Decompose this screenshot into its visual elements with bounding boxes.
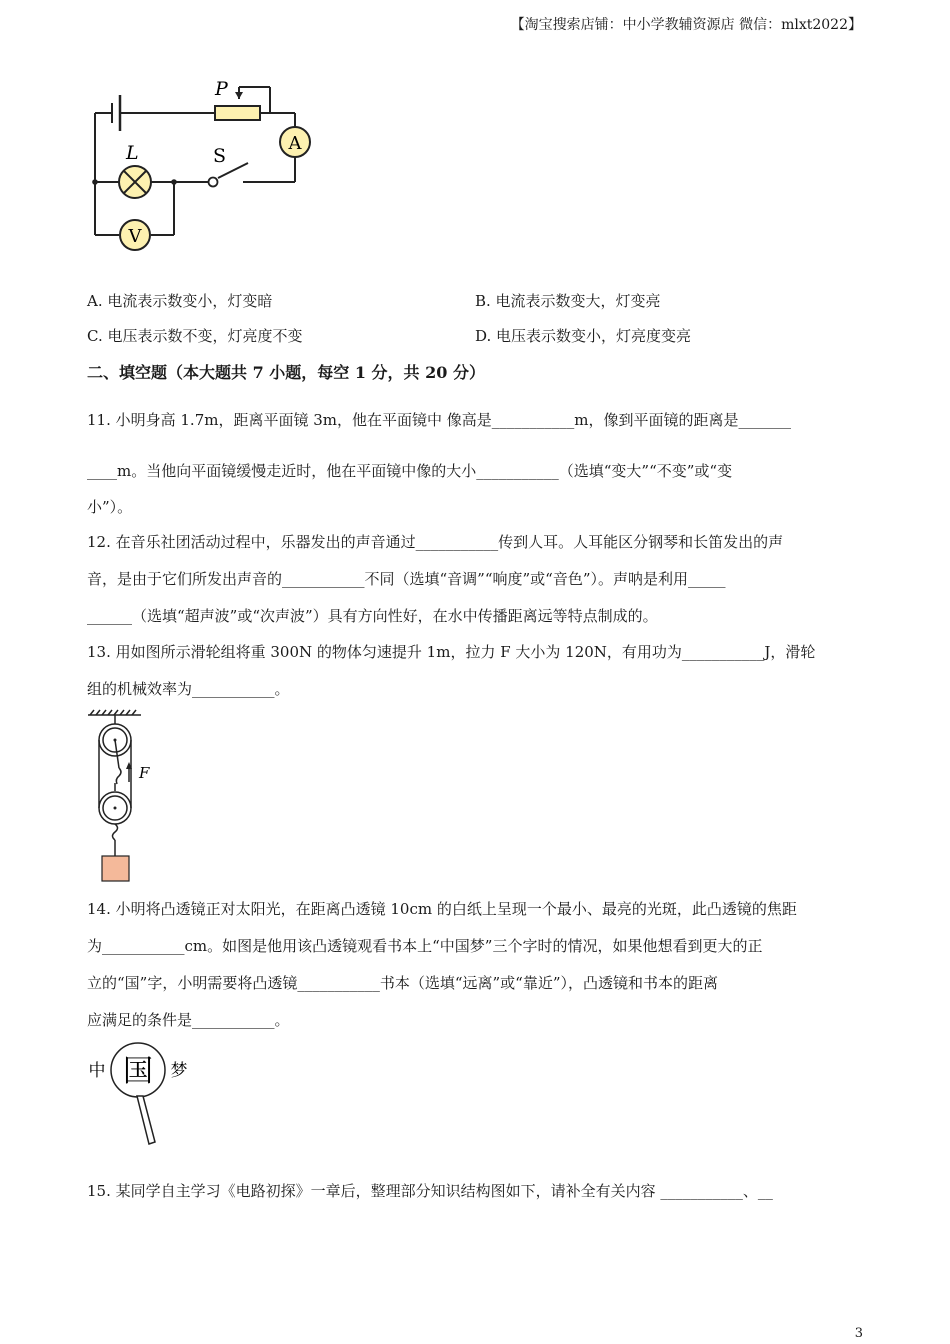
option-d: D. 电压表示数变小，灯亮度变亮	[475, 327, 692, 345]
magnifier-diagram	[85, 1040, 205, 1150]
option-a: A. 电流表示数变小，灯变暗	[87, 292, 273, 310]
q12-line2: 音，是由于它们所发出声音的___________不同（选填“音调”“响度”或“音色”）。声呐是利用_____	[87, 570, 726, 588]
q11-line2: ____m。当他向平面镜缓慢走近时，他在平面镜中像的大小___________（选填“变大”“不变”或“变	[87, 462, 733, 480]
char-meng: 梦	[170, 1061, 188, 1081]
char-guo: 国	[123, 1054, 153, 1089]
q12-line3: ______（选填“超声波”或“次声波”）具有方向性好，在水中传播距离远等特点制成的。	[87, 607, 658, 625]
q13-line1: 13. 用如图所示滑轮组将重 300N 的物体匀速提升 1m，拉力 F 大小为 120N，有用功为___________J，滑轮	[87, 643, 816, 661]
voltmeter-label: V	[128, 226, 142, 247]
q11-line3: 小”）。	[87, 498, 133, 516]
section-title: 二、填空题（本大题共 7 小题，每空 1 分，共 20 分）	[87, 363, 485, 382]
option-b: B. 电流表示数变大，灯变亮	[475, 292, 661, 310]
q13-line2: 组的机械效率为___________。	[87, 680, 290, 698]
rheostat-label: P	[215, 78, 228, 100]
q14-line3: 立的“国”字，小明需要将凸透镜___________书本（选填“远离”或“靠近”），凸透镜和书本的距离	[87, 974, 719, 992]
circuit-diagram	[85, 75, 325, 260]
q12-line1: 12. 在音乐社团活动过程中，乐器发出的声音通过___________传到人耳。人耳能区分钢琴和长笛发出的声	[87, 533, 784, 551]
q11-line1: 11. 小明身高 1.7m，距离平面镜 3m，他在平面镜中 像高是___________m，像到平面镜的距离是_______	[87, 411, 791, 429]
page-header: 【淘宝搜索店铺：中小学教辅资源店 微信：mlxt2022】	[510, 17, 862, 33]
q15-line1: 15. 某同学自主学习《电路初探》一章后，整理部分知识结构图如下，请补全有关内容 ___________、__	[87, 1182, 773, 1200]
ammeter-label: A	[288, 133, 302, 154]
q14-line4: 应满足的条件是___________。	[87, 1011, 290, 1029]
switch-label: S	[213, 145, 227, 167]
q14-line2: 为___________cm。如图是他用该凸透镜观看书本上“中国梦”三个字时的情况，如果他想看到更大的正	[87, 937, 763, 955]
page-number: 3	[854, 1326, 863, 1341]
lamp-label: L	[126, 142, 139, 164]
option-c: C. 电压表示数不变，灯亮度不变	[87, 327, 303, 345]
pulley-diagram	[85, 708, 165, 886]
q14-line1: 14. 小明将凸透镜正对太阳光，在距离凸透镜 10cm 的白纸上呈现一个最小、最亮的光斑，此凸透镜的焦距	[87, 900, 797, 918]
force-label: F	[139, 764, 150, 782]
char-zhong: 中	[88, 1061, 106, 1081]
